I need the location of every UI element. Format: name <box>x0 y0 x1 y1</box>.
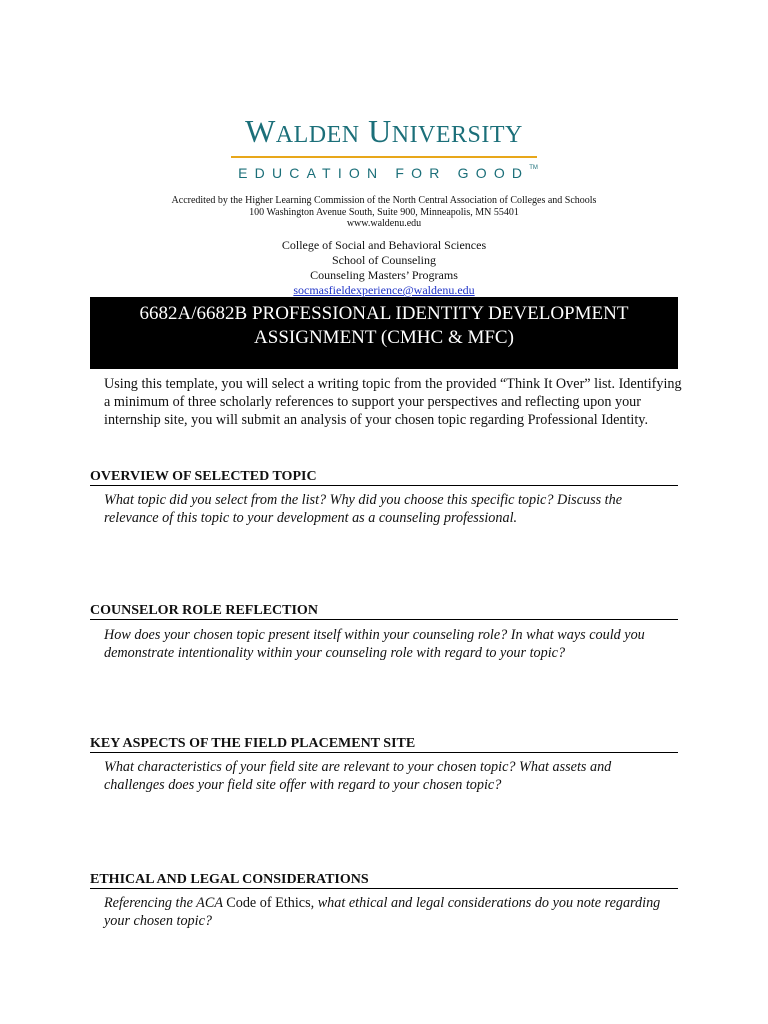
title-line-1: 6682A/6682B PROFESSIONAL IDENTITY DEVELOPMENT <box>139 303 629 324</box>
trademark-mark: TM <box>529 165 538 171</box>
university-logo <box>0 114 768 181</box>
section-prompt-ethics <box>104 894 670 930</box>
section-heading-ethics: ETHICAL AND LEGAL CONSIDERATIONS <box>90 872 678 889</box>
assignment-title <box>90 297 678 369</box>
logo-tagline: EDUCATION FOR GOOD™ <box>238 165 538 181</box>
section-heading-overview: OVERVIEW OF SELECTED TOPIC <box>90 469 678 486</box>
prompt-text: , what ethical and legal considerations do you note regarding your chosen topic? <box>104 895 661 929</box>
college-block <box>0 238 768 298</box>
contact-email-link[interactable]: socmasfieldexperience@waldenu.edu <box>293 283 475 297</box>
intro-paragraph: Using this template, you will select a writing topic from the provided “Think It Over” list. Identifying a minimum of three scholarly references to support your perspectives and reflecting upon your internship site, you will submit an analysis of your chosen topic regarding Professional Identity. <box>104 376 682 428</box>
college-name: College of Social and Behavioral Sciences <box>281 238 487 252</box>
section-heading-field-site: KEY ASPECTS OF THE FIELD PLACEMENT SITE <box>90 736 678 753</box>
code-of-ethics-title: Code of Ethics <box>226 895 311 911</box>
address-line: 100 Washington Avenue South, Suite 900, Minneapolis, MN 55401 <box>249 206 519 218</box>
logo-divider <box>231 156 537 158</box>
section-prompt-field-site: What characteristics of your field site are relevant to your chosen topic? What assets and challenges does your field site offer with regard to your chosen topic? <box>104 759 612 793</box>
prompt-text: Referencing the ACA <box>104 895 227 911</box>
accreditation-block <box>0 195 768 230</box>
section-heading-counselor-role: COUNSELOR ROLE REFLECTION <box>90 603 678 620</box>
title-line-2: ASSIGNMENT (CMHC & MFC) <box>254 327 514 348</box>
website-line: www.waldenu.edu <box>346 218 422 229</box>
logo-wordmark: WALDEN UNIVERSITY <box>245 113 523 149</box>
accreditation-line: Accredited by the Higher Learning Commission of the North Central Association of Colleges and Schools <box>171 195 597 206</box>
section-prompt-overview: What topic did you select from the list? Why did you choose this specific topic? Discuss the relevance of this topic to your development as a counseling professional. <box>104 492 623 526</box>
section-prompt-counselor-role: How does your chosen topic present itself within your counseling role? In what ways could you demonstrate intentionality within your counseling role with regard to your topic? <box>104 627 645 661</box>
school-name: School of Counseling <box>332 253 436 267</box>
program-name: Counseling Masters’ Programs <box>310 268 458 282</box>
